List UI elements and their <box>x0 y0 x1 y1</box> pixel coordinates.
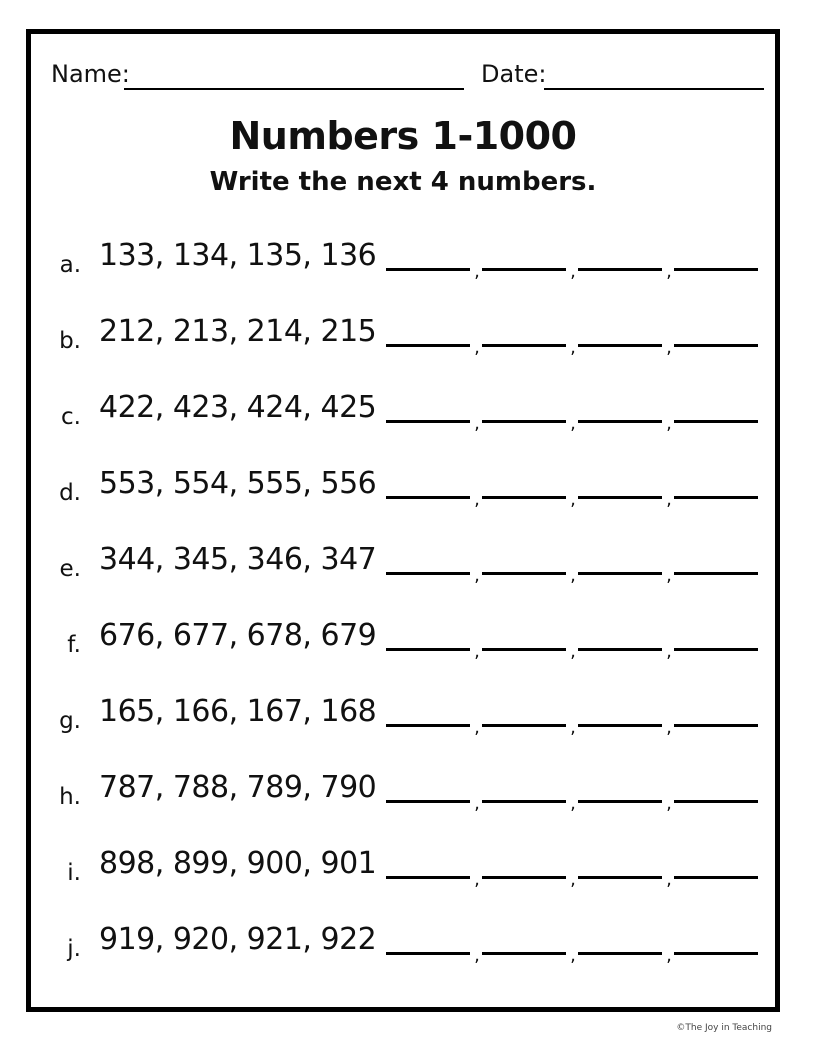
problem-row <box>31 840 775 900</box>
problem-row <box>31 384 775 444</box>
answer-blanks <box>386 640 760 660</box>
comma-separator: , <box>474 717 480 738</box>
answer-blank[interactable] <box>578 800 662 803</box>
answer-blank[interactable] <box>386 952 470 955</box>
answer-blank[interactable] <box>578 496 662 499</box>
comma-separator: , <box>666 945 672 966</box>
answer-blanks <box>386 944 760 964</box>
answer-blank[interactable] <box>674 952 758 955</box>
comma-separator: , <box>570 337 576 358</box>
answer-blanks <box>386 412 760 432</box>
answer-blank[interactable] <box>578 572 662 575</box>
comma-separator: , <box>666 565 672 586</box>
header-row <box>51 56 755 96</box>
worksheet <box>26 29 780 1012</box>
comma-separator: , <box>666 337 672 358</box>
answer-blanks <box>386 488 760 508</box>
comma-separator: , <box>570 793 576 814</box>
comma-separator: , <box>474 413 480 434</box>
answer-blank[interactable] <box>386 876 470 879</box>
answer-blank[interactable] <box>386 496 470 499</box>
comma-separator: , <box>666 489 672 510</box>
instructions: Write the next 4 numbers. <box>209 167 597 197</box>
answer-blank[interactable] <box>674 572 758 575</box>
answer-blank[interactable] <box>386 420 470 423</box>
answer-blank[interactable] <box>482 572 566 575</box>
problem-row <box>31 460 775 520</box>
number-sequence: 898, 899, 900, 901 <box>99 846 377 881</box>
number-sequence: 212, 213, 214, 215 <box>99 314 377 349</box>
comma-separator: , <box>474 337 480 358</box>
comma-separator: , <box>666 641 672 662</box>
problem-letter: j. <box>67 936 81 962</box>
answer-blank[interactable] <box>386 344 470 347</box>
answer-blank[interactable] <box>386 572 470 575</box>
comma-separator: , <box>666 869 672 890</box>
comma-separator: , <box>474 793 480 814</box>
comma-separator: , <box>570 717 576 738</box>
problem-letter: c. <box>61 404 81 430</box>
answer-blank[interactable] <box>482 420 566 423</box>
comma-separator: , <box>570 261 576 282</box>
answer-blanks <box>386 868 760 888</box>
answer-blank[interactable] <box>482 724 566 727</box>
answer-blank[interactable] <box>482 648 566 651</box>
answer-blank[interactable] <box>674 496 758 499</box>
answer-blank[interactable] <box>482 268 566 271</box>
comma-separator: , <box>474 565 480 586</box>
answer-blank[interactable] <box>578 952 662 955</box>
problem-row <box>31 232 775 292</box>
answer-blank[interactable] <box>482 344 566 347</box>
problem-row <box>31 916 775 976</box>
answer-blanks <box>386 260 760 280</box>
comma-separator: , <box>570 945 576 966</box>
answer-blank[interactable] <box>578 420 662 423</box>
problem-letter: a. <box>59 252 81 278</box>
problem-letter: d. <box>59 480 81 506</box>
answer-blank[interactable] <box>386 648 470 651</box>
comma-separator: , <box>666 793 672 814</box>
answer-blank[interactable] <box>386 724 470 727</box>
problem-letter: i. <box>67 860 81 886</box>
problem-row <box>31 688 775 748</box>
copyright-text: ©The Joy in Teaching <box>676 1023 772 1033</box>
answer-blank[interactable] <box>674 876 758 879</box>
answer-blanks <box>386 792 760 812</box>
page-title: Numbers 1-1000 <box>229 114 577 158</box>
answer-blank[interactable] <box>482 952 566 955</box>
problem-row <box>31 764 775 824</box>
number-sequence: 919, 920, 921, 922 <box>99 922 377 957</box>
answer-blank[interactable] <box>674 344 758 347</box>
answer-blank[interactable] <box>674 268 758 271</box>
answer-blank[interactable] <box>578 724 662 727</box>
problem-letter: h. <box>59 784 81 810</box>
comma-separator: , <box>666 261 672 282</box>
name-field[interactable] <box>124 88 464 90</box>
answer-blank[interactable] <box>674 724 758 727</box>
comma-separator: , <box>474 261 480 282</box>
answer-blank[interactable] <box>578 876 662 879</box>
answer-blank[interactable] <box>578 648 662 651</box>
number-sequence: 787, 788, 789, 790 <box>99 770 377 805</box>
answer-blank[interactable] <box>386 800 470 803</box>
comma-separator: , <box>570 413 576 434</box>
number-sequence: 165, 166, 167, 168 <box>99 694 377 729</box>
comma-separator: , <box>570 489 576 510</box>
comma-separator: , <box>570 565 576 586</box>
answer-blank[interactable] <box>386 268 470 271</box>
answer-blanks <box>386 564 760 584</box>
comma-separator: , <box>474 945 480 966</box>
answer-blank[interactable] <box>674 648 758 651</box>
answer-blank[interactable] <box>578 344 662 347</box>
problem-letter: f. <box>67 632 81 658</box>
number-sequence: 133, 134, 135, 136 <box>99 238 377 273</box>
answer-blank[interactable] <box>674 800 758 803</box>
number-sequence: 553, 554, 555, 556 <box>99 466 377 501</box>
date-label: Date: <box>481 60 547 88</box>
number-sequence: 422, 423, 424, 425 <box>99 390 377 425</box>
comma-separator: , <box>570 869 576 890</box>
name-label: Name: <box>51 60 130 88</box>
problem-row <box>31 536 775 596</box>
comma-separator: , <box>474 869 480 890</box>
answer-blank[interactable] <box>482 876 566 879</box>
answer-blanks <box>386 716 760 736</box>
number-sequence: 676, 677, 678, 679 <box>99 618 377 653</box>
comma-separator: , <box>570 641 576 662</box>
date-field[interactable] <box>544 88 764 90</box>
comma-separator: , <box>666 717 672 738</box>
answer-blank[interactable] <box>578 268 662 271</box>
comma-separator: , <box>474 489 480 510</box>
answer-blanks <box>386 336 760 356</box>
problem-letter: g. <box>59 708 81 734</box>
problem-letter: e. <box>59 556 81 582</box>
problem-letter: b. <box>59 328 81 354</box>
comma-separator: , <box>474 641 480 662</box>
problem-row <box>31 308 775 368</box>
number-sequence: 344, 345, 346, 347 <box>99 542 377 577</box>
answer-blank[interactable] <box>482 496 566 499</box>
comma-separator: , <box>666 413 672 434</box>
problem-row <box>31 612 775 672</box>
answer-blank[interactable] <box>674 420 758 423</box>
answer-blank[interactable] <box>482 800 566 803</box>
